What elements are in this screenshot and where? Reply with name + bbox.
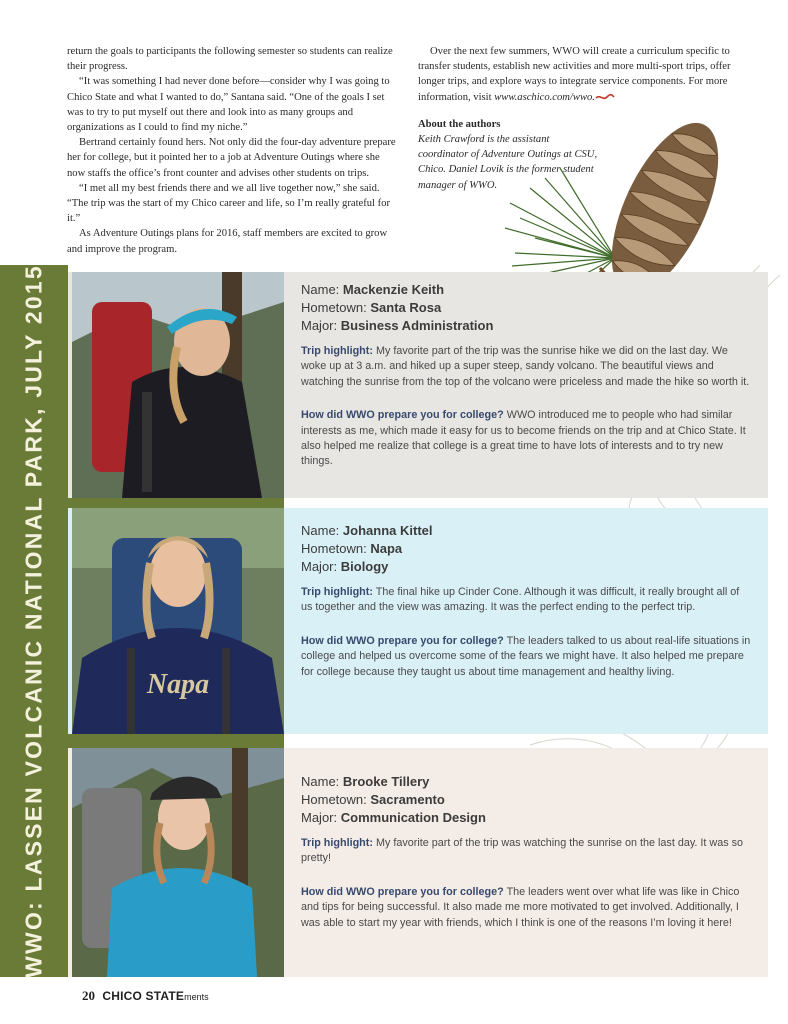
major-label: Major: [301,810,338,825]
profile-major: Business Administration [340,318,494,333]
college-prep-label: How did WWO prepare you for college? [301,885,504,898]
profile-name: Brooke Tillery [342,774,430,789]
college-prep-label: How did WWO prepare you for college? [301,409,504,422]
article-paragraph: “I met all my best friends there and we all live together now,” she said. “The trip was the start of my Chico career and life, so I’m really grateful for it.” [67,182,390,225]
panel-divider [68,734,284,748]
profile-hometown: Santa Rosa [370,300,442,315]
trip-highlight-text: The final hike up Cinder Cone. Although it was difficult, it really brought all of us together and the view was amazing. It was the perfect ending to the perfect trip. [301,586,740,614]
section-title: WWO: LASSEN VOLCANIC NATIONAL PARK, JULY 2015 [20,264,47,978]
trip-highlight [301,585,751,616]
profile-name-line [301,773,751,791]
trip-highlight [301,344,751,390]
page-footer [82,988,209,1004]
profile-major: Biology [340,559,389,574]
article-left-column [67,44,397,257]
profile-major: Communication Design [340,810,486,825]
hometown-label: Hometown: [301,300,367,315]
college-prep-text: The leaders went over what life was like in Chico and tips for being successful. It also made me more motivated to get involved. Additionally, I was able to start my year with friends, which I think is one of the reasons I’m loving it here! [301,885,740,929]
profile-info-2 [301,522,751,680]
profile-major-line [301,558,751,576]
profile-hometown: Sacramento [370,792,445,807]
profile-major-line [301,809,751,827]
magazine-name-suffix: ments [184,992,209,1002]
college-prep-text: WWO introduced me to people who had similar interests as me, which made it easy for us to become friends on the trip and at Chico State. It also helped me realize that college is a great time to have lots of interests and to try new things. [301,409,746,468]
profile-hometown-line [301,299,751,317]
authors-bio: Keith Crawford is the assistant coordinator of Adventure Outings at CSU, Chico. Daniel Lovik is the former student manager of WWO. [418,134,598,191]
major-label: Major: [301,559,338,574]
article-closing-paragraph [418,44,748,105]
trip-highlight-label: Trip highlight: [301,345,373,357]
profile-info-1 [301,281,751,470]
trip-highlight [301,836,751,867]
info-link[interactable]: www.aschico.com/wwo. [494,91,595,103]
college-prep-label: How did WWO prepare you for college? [301,634,504,647]
hometown-label: Hometown: [301,792,367,807]
page-number: 20 [82,988,95,1003]
profile-hometown: Napa [370,541,403,556]
profile-hometown-line [301,540,751,558]
article-paragraph: Bertrand certainly found hers. Not only did the four-day adventure prepare her for college, but it pointed her to a job at Adventure Outings where she now staffs the office’s front counter and advises other students on trips. [67,137,396,179]
profile-hometown-line [301,791,751,809]
name-label: Name: [301,282,340,297]
photo-brooke [72,748,284,977]
article-paragraph: return the goals to participants the following semester so students can realize their progress. [67,46,393,73]
photo-johanna [72,508,284,734]
profile-major-line [301,317,751,335]
college-prep [301,885,751,931]
trip-highlight-text: My favorite part of the trip was watching the sunrise on the last day. It was so pretty! [301,837,744,865]
profile-info-3 [301,773,751,931]
major-label: Major: [301,318,338,333]
college-prep [301,634,751,680]
trip-highlight-text: My favorite part of the trip was the sunrise hike we did on the last day. We woke up at 3 a.m. and hiked up a super steep, sandy volcano. The beautiful views and watching the sunrise from the top of the volcano were priceless and made the hike so worth it. [301,345,750,388]
name-label: Name: [301,774,340,789]
profile-name: Johanna Kittel [342,523,433,538]
profile-name: Mackenzie Keith [342,282,445,297]
article-paragraph: “It was something I had never done before—consider why I was going to Chico State and what I wanted to do,” Santana said. “One of the goals I set was to try to put myself out there and look into as many groups and organizations as I could to find my niche.” [67,76,390,134]
college-prep-text: The leaders talked to us about real-life situations in college and helped us overcome some of the fears we might have. It also helped me prepare for college because they taught us about time management and healthy living. [301,634,751,678]
photo-mackenzie [72,272,284,498]
name-label: Name: [301,523,340,538]
hometown-label: Hometown: [301,541,367,556]
trip-highlight-label: Trip highlight: [301,837,373,849]
profile-name-line [301,522,751,540]
article-paragraph: As Adventure Outings plans for 2016, staff members are excited to grow and improve the program. [67,228,388,255]
trip-highlight-label: Trip highlight: [301,586,373,598]
authors-heading: About the authors [418,118,501,130]
profile-name-line [301,281,751,299]
panel-divider [68,498,284,508]
shirt-lettering: Napa [146,669,210,700]
closing-text: Over the next few summers, WWO will create a curriculum specific to transfer students, establish new activities and more multi-sport trips, offer longer trips, and explore ways to integrate service components. For more information, visit [418,46,731,103]
magazine-name: CHICO STATE [102,989,185,1003]
end-mark-icon [595,93,615,101]
college-prep [301,408,751,470]
